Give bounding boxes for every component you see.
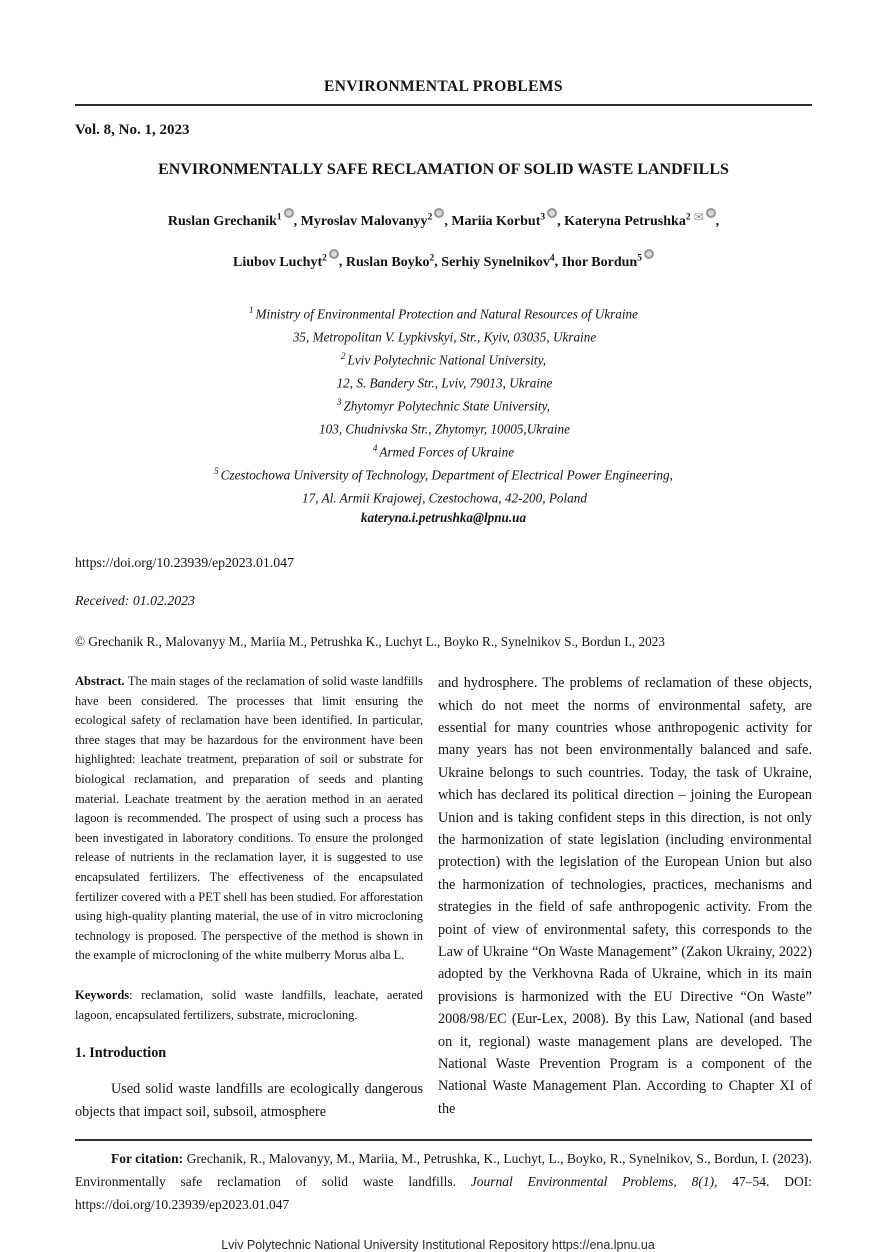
- received-date: Received: 01.02.2023: [75, 593, 195, 609]
- author-separator: ,: [557, 214, 565, 229]
- orcid-icon[interactable]: [547, 208, 557, 218]
- author-name: Mariia Korbut$^3$: [451, 212, 546, 229]
- author-separator: ,: [338, 254, 346, 270]
- article-title: ENVIRONMENTALLY SAFE RECLAMATION OF SOLID WASTE LANDFILLS: [158, 161, 729, 178]
- journal-header: ENVIRONMENTAL PROBLEMS: [324, 78, 563, 95]
- orcid-icon[interactable]: [329, 249, 339, 259]
- affiliations-block: [75, 301, 812, 527]
- email-icon[interactable]: ✉: [693, 210, 704, 224]
- introduction-paragraph-right: and hydrosphere. The problems of reclamation of these objects, which do not meet the norms of environmental safety, are essential for many countries whose anthropogenic activity for many years has not been environmentally balanced and safe. Ukraine belongs to such countries. Today, the task of Ukraine, which has declared its political direction – joining the European Union and is taking confident steps in this direction, is not only the harmonization of state legislation (including environmental protection) with the legislation of the European Union but also the harmonization of technologies, practices, mechanisms and strategies in the field of safe anthropogenic activity. From the point of view of environmental safety, this corresponds to the Law of Ukraine “On Waste Management” (Zakon Ukrainy, 2022) adopted by the Verkhovna Rada of Ukraine, which in its main provisions is harmonized with the EU Directive “On Waste” 2008/98/EC (Eur-Lex, 2008). By this Law, National (and based on it, regional) waste management plans are developed. The National Waste Prevention Program is a component of the National Waste Management Plan. According to Chapter XI of the: [438, 675, 812, 1117]
- abstract-paragraph: Abstract. The main stages of the reclamation of solid waste landfills have been considered. The processes that limit ensuring the ecological safety of reclamation have been identified. In particular, three stages that may be hazardous for the environment have been highlighted: leachate treatment, preparation of soil or substrate for biological reclamation, and preparation of seeds and planting material. Leachate treatment by the aeration method in an aerated lagoon is recommended. The prospect of using such a process has been investigated in laboratory conditions. To ensure the prolonged release of nutrients in the reclamation layer, it is suggested to use encapsulated fertilizers. The effectiveness of the encapsulated fertilizer covered with a PET shell has been studied. For afforestation using high-quality planting material, the use of in vitro microcloning technology is proposed. The perspective of the method is shown in the example of microcloning of the white mulberry Morus alba L.: [75, 674, 423, 963]
- author-separator: ,: [715, 214, 720, 229]
- orcid-icon[interactable]: [706, 208, 716, 218]
- orcid-icon[interactable]: [434, 208, 444, 218]
- affiliation-line: $^3$ Zhytomyr Polytechnic State University,: [336, 396, 551, 413]
- citation-paragraph: For citation: Grechanik, R., Malovanyy, M., Mariia, M., Petrushka, K., Luchyt, L., Boyko, R., Synelnikov, S., Bordun, I. (2023). Environmentally safe reclamation of solid waste landfills. Journal Environmental Problems, 8(1), 47–54. DOI: https://doi.org/10.23939/ep2023.01.047: [75, 1151, 812, 1213]
- author-name: Ihor Bordun$^5$: [561, 253, 642, 270]
- affiliation-line: 103, Chudnivska Str., Zhytomyr, 10005,Ukraine: [319, 420, 570, 436]
- section-heading-introduction: 1. Introduction: [75, 1045, 167, 1062]
- corresponding-email[interactable]: kateryna.i.petrushka@lpnu.ua: [360, 509, 527, 525]
- orcid-icon[interactable]: [644, 249, 654, 259]
- citation-block: [75, 1139, 812, 1216]
- author-name: Liubov Luchyt$^2$: [233, 253, 327, 270]
- author-name: Myroslav Malovanyy$^2$: [300, 212, 433, 229]
- keywords-label: Keywords: [75, 988, 130, 1003]
- affiliation-line: $^2$ Lviv Polytechnic National University,: [340, 350, 546, 368]
- author-separator: ,: [444, 214, 452, 229]
- two-column-body: [75, 672, 812, 1123]
- author-name: Serhiy Synelnikov$^4$: [441, 253, 555, 270]
- author-name: Kateryna Petrushka$^2$: [564, 212, 691, 229]
- introduction-paragraph-left: Used solid waste landfills are ecologically dangerous objects that impact soil, subsoil, atmosphere: [75, 1081, 423, 1120]
- left-column: [75, 672, 423, 1123]
- header-divider: [75, 104, 812, 106]
- volume-issue-line: Vol. 8, No. 1, 2023: [75, 122, 190, 138]
- affiliation-line: $^1$ Ministry of Environmental Protection and Natural Resources of Ukraine: [249, 304, 638, 322]
- abstract-label: Abstract.: [75, 674, 125, 689]
- copyright-line: © Grechanik R., Malovanyy M., Mariia M., Petrushka K., Luchyt L., Boyko R., Synelnikov S., Bordun I., 2023: [75, 634, 665, 650]
- affiliation-line: 12, S. Bandery Str., Lviv, 79013, Ukraine: [336, 375, 553, 390]
- affiliation-line: $^4$ Armed Forces of Ukraine: [372, 442, 515, 459]
- citation-label: For citation:: [111, 1151, 184, 1167]
- right-column: [438, 672, 812, 1123]
- orcid-icon[interactable]: [284, 208, 294, 218]
- doi-link[interactable]: https://doi.org/10.23939/ep2023.01.047: [75, 555, 294, 571]
- affiliation-line: $^5$ Czestochowa University of Technology, Department of Electrical Power Engineering,: [214, 465, 673, 482]
- repository-footer: Lviv Polytechnic National University Institutional Repository https://ena.lpnu.ua: [221, 1238, 655, 1252]
- affiliation-line: 17, Al. Armii Krajowej, Czestochowa, 42-200, Poland: [302, 489, 587, 505]
- author-separator: ,: [554, 254, 562, 270]
- author-separator: ,: [434, 254, 442, 270]
- affiliation-line: 35, Metropolitan V. Lypkivskyi, Str., Kyiv, 03035, Ukraine: [292, 329, 597, 345]
- keywords-paragraph: Keywords: reclamation, solid waste landfills, leachate, aerated lagoon, encapsulated fertilizers, substrate, microcloning.: [75, 988, 423, 1022]
- author-separator: ,: [293, 214, 301, 229]
- citation-journal-name: Journal Environmental Problems, 8(1),: [470, 1174, 718, 1190]
- authors-block: [75, 199, 812, 281]
- author-name: Ruslan Boyko$^2$: [345, 253, 435, 270]
- author-name: Ruslan Grechanik$^1$: [167, 212, 282, 229]
